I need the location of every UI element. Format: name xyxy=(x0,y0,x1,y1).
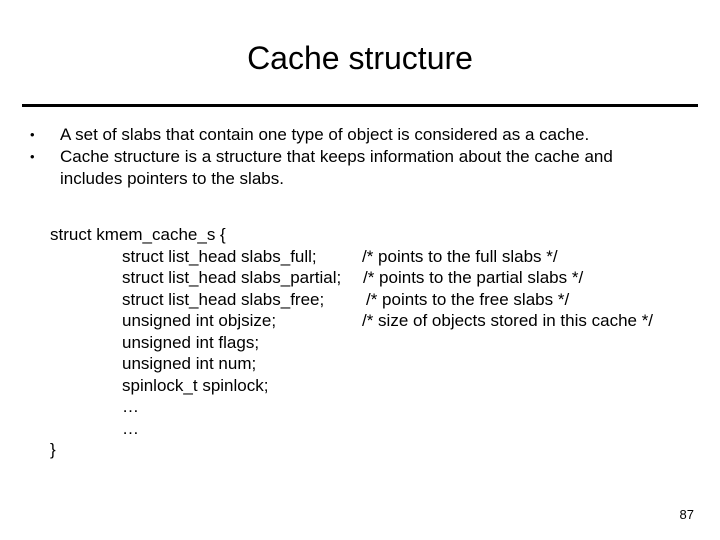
struct-field: struct list_head slabs_full; xyxy=(122,246,317,266)
field-comment: /* points to the partial slabs */ xyxy=(363,268,584,287)
slide-title: Cache structure xyxy=(247,40,473,76)
struct-close-line: } xyxy=(50,440,56,459)
bullet-item xyxy=(28,146,668,190)
title-divider xyxy=(22,104,698,107)
struct-field: unsigned int flags; xyxy=(122,332,260,352)
struct-open-line: struct kmem_cache_s { xyxy=(50,225,226,244)
bullet-marker: • xyxy=(30,127,35,142)
struct-field: unsigned int objsize; xyxy=(122,311,277,330)
bullet-item xyxy=(28,124,668,146)
field-comment: /* points to the full slabs */ xyxy=(362,246,558,266)
struct-field: spinlock_t spinlock; xyxy=(122,375,269,395)
struct-field: struct list_head slabs_free; xyxy=(122,289,325,309)
bullet-text: A set of slabs that contain one type of object is considered as a cache. xyxy=(60,125,590,144)
struct-ellipsis: … xyxy=(122,397,139,416)
bullet-text: Cache structure is a structure that keeps information about the cache and includes pointers to the slabs. xyxy=(60,147,613,188)
bullet-marker: • xyxy=(30,149,35,164)
bullet-list xyxy=(28,124,668,190)
struct-field: unsigned int num; xyxy=(122,354,257,373)
page-number: 87 xyxy=(679,507,694,522)
struct-field: struct list_head slabs_partial; xyxy=(122,268,342,287)
struct-ellipsis: … xyxy=(122,418,139,438)
field-comment: /* size of objects stored in this cache */ xyxy=(362,311,654,330)
field-comment: /* points to the free slabs */ xyxy=(366,289,570,309)
